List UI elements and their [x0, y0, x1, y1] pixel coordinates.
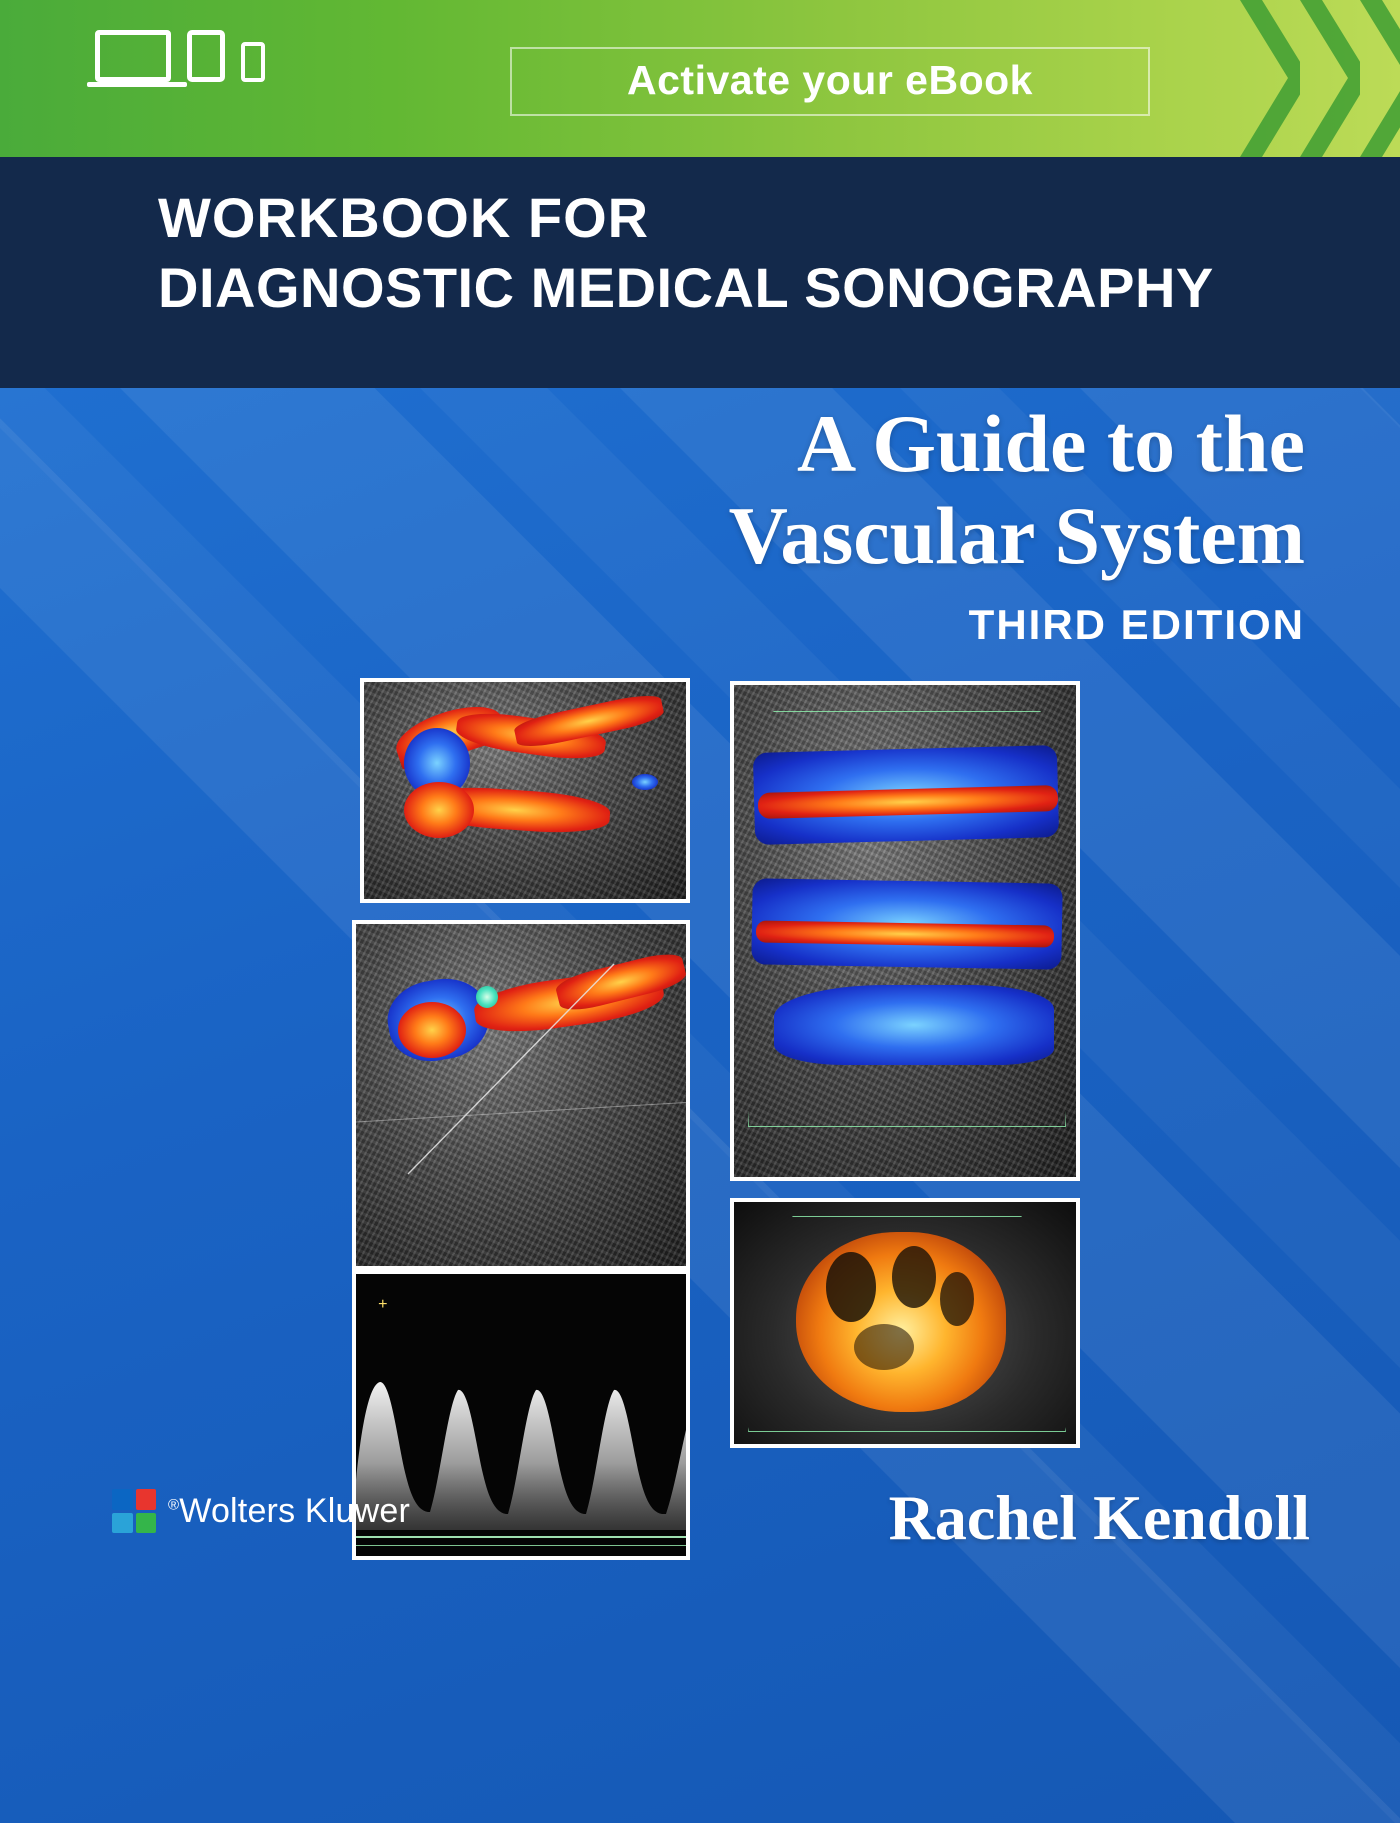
series-title-band [0, 157, 1400, 388]
registered-mark: ® [168, 1496, 180, 1514]
title-line-1: A Guide to the [797, 398, 1305, 489]
ebook-activation-banner [0, 0, 1400, 157]
ultrasound-figure-grid [0, 388, 1400, 1823]
tablet-icon [187, 30, 225, 82]
ebook-cta-label: Activate your eBook [510, 47, 1150, 116]
chevron-right-icon-3 [1360, 0, 1400, 157]
cover-body [0, 388, 1400, 1823]
phone-icon [241, 42, 265, 82]
publisher-name [168, 1492, 410, 1531]
wolters-kluwer-mark-icon [112, 1489, 156, 1533]
figure-color-doppler-carotid [360, 678, 690, 903]
chevron-right-icon-2 [1300, 0, 1360, 157]
device-icons-group [95, 30, 265, 82]
series-line-2: DIAGNOSTIC MEDICAL SONOGRAPHY [158, 256, 1214, 319]
angle-cursor-line [356, 924, 690, 1270]
figure-color-doppler-angle-cursor [352, 920, 690, 1270]
edition-label: THIRD EDITION [968, 601, 1305, 648]
laptop-icon [95, 30, 171, 82]
series-line-1: WORKBOOK FOR [158, 186, 650, 249]
author-name: Rachel Kendoll [888, 1482, 1310, 1553]
figure-color-doppler-longitudinal [730, 681, 1080, 1181]
figure-power-doppler-perfusion [730, 1198, 1080, 1448]
chevron-right-icon [1240, 0, 1300, 157]
publisher-logo [112, 1489, 410, 1533]
publisher-name-text: Wolters Kluwer [179, 1491, 411, 1530]
spectral-marker-icon: + [378, 1296, 388, 1314]
title-line-2: Vascular System [728, 489, 1305, 581]
